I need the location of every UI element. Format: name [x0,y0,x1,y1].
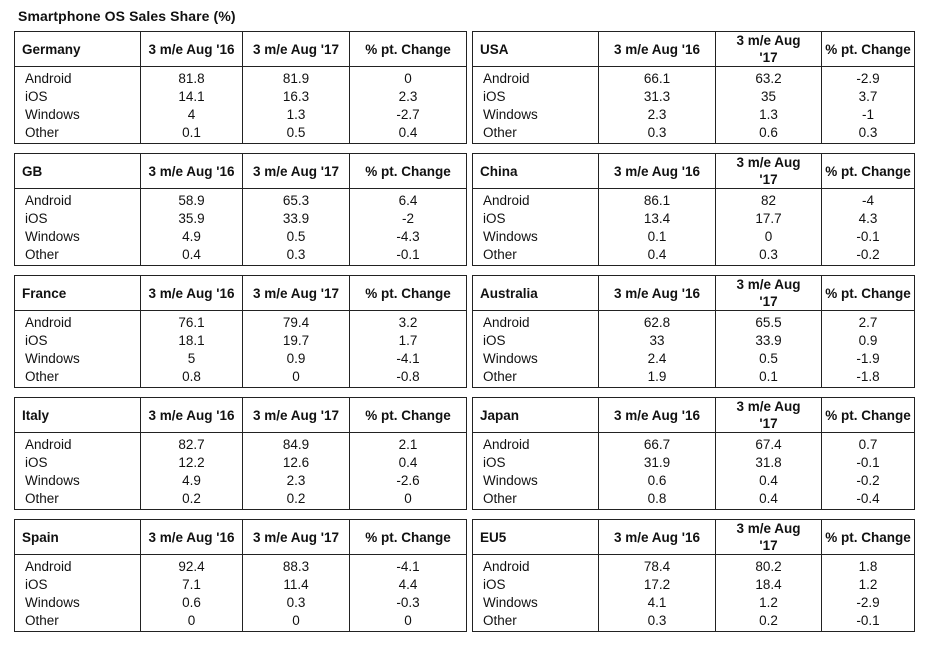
os-label: Windows [15,594,141,612]
os-label: Other [473,368,599,388]
value-cell: -0.2 [822,246,915,266]
os-label: Windows [15,350,141,368]
value-cell: 4.3 [822,210,915,228]
os-label: iOS [473,332,599,350]
table-row [473,106,915,124]
value-cell: 0.8 [599,490,716,510]
os-label: Other [15,124,141,144]
os-label: Android [15,311,141,333]
country-name: France [15,276,141,311]
value-cell: 1.3 [716,106,822,124]
value-cell: 2.3 [243,472,350,490]
os-share-table [472,153,915,266]
value-cell: 4.4 [350,576,467,594]
value-cell: 18.4 [716,576,822,594]
table-header-row [473,154,915,189]
value-cell: 4.1 [599,594,716,612]
os-label: iOS [473,88,599,106]
page-title: Smartphone OS Sales Share (%) [18,8,236,24]
table-row [473,210,915,228]
value-cell: 33 [599,332,716,350]
value-cell: 66.7 [599,433,716,455]
country-name: Australia [473,276,599,311]
table-row [473,594,915,612]
table-row [473,472,915,490]
value-cell: -2.9 [822,67,915,89]
table-header-row [15,154,467,189]
os-label: Android [473,189,599,211]
column-header: % pt. Change [822,276,915,311]
table-panel-germany [14,31,466,144]
value-cell: 0.6 [141,594,243,612]
os-label: iOS [473,454,599,472]
table-panel-eu5 [472,519,914,632]
value-cell: 0.3 [243,594,350,612]
value-cell: 3.2 [350,311,467,333]
value-cell: 19.7 [243,332,350,350]
value-cell: 0 [350,612,467,632]
table-row [473,228,915,246]
value-cell: -0.1 [350,246,467,266]
os-label: Windows [473,228,599,246]
table-panel-france [14,275,466,388]
os-share-table [14,153,467,266]
os-label: Android [473,555,599,577]
os-label: Android [15,189,141,211]
value-cell: 1.2 [716,594,822,612]
value-cell: 1.7 [350,332,467,350]
value-cell: 0 [243,612,350,632]
os-label: iOS [15,88,141,106]
column-header: 3 m/e Aug '17 [716,398,822,433]
os-label: Other [15,490,141,510]
value-cell: -4.3 [350,228,467,246]
value-cell: 0.2 [243,490,350,510]
value-cell: 35 [716,88,822,106]
value-cell: 0.6 [599,472,716,490]
os-share-table [472,519,915,632]
value-cell: 0.4 [350,124,467,144]
country-name: GB [15,154,141,189]
table-row [473,433,915,455]
value-cell: 14.1 [141,88,243,106]
column-header: 3 m/e Aug '16 [599,520,716,555]
value-cell: 2.3 [350,88,467,106]
value-cell: -4 [822,189,915,211]
os-label: iOS [473,576,599,594]
value-cell: -2.7 [350,106,467,124]
column-header: 3 m/e Aug '16 [141,32,243,67]
table-panel-japan [472,397,914,510]
table-panel-australia [472,275,914,388]
table-header-row [15,520,467,555]
column-header: 3 m/e Aug '17 [243,398,350,433]
value-cell: 0 [716,228,822,246]
os-label: Android [15,433,141,455]
column-header: % pt. Change [350,154,467,189]
column-header: 3 m/e Aug '17 [243,520,350,555]
value-cell: 0.3 [599,612,716,632]
value-cell: 35.9 [141,210,243,228]
value-cell: 0.1 [716,368,822,388]
value-cell: 80.2 [716,555,822,577]
value-cell: 0.4 [716,472,822,490]
table-row [15,106,467,124]
value-cell: 0 [243,368,350,388]
column-header: % pt. Change [350,398,467,433]
table-row [15,490,467,510]
column-header: 3 m/e Aug '17 [243,32,350,67]
country-name: Spain [15,520,141,555]
value-cell: 13.4 [599,210,716,228]
table-header-row [15,32,467,67]
column-header: 3 m/e Aug '16 [599,154,716,189]
column-header: % pt. Change [822,398,915,433]
value-cell: 0.1 [141,124,243,144]
os-label: Other [473,490,599,510]
value-cell: 0.9 [822,332,915,350]
value-cell: 79.4 [243,311,350,333]
column-header: 3 m/e Aug '16 [599,398,716,433]
column-header: 3 m/e Aug '17 [243,276,350,311]
value-cell: 0 [350,490,467,510]
value-cell: 12.2 [141,454,243,472]
table-row [15,246,467,266]
value-cell: 78.4 [599,555,716,577]
os-label: Other [473,246,599,266]
table-header-row [473,32,915,67]
column-header: 3 m/e Aug '16 [141,520,243,555]
table-row [473,454,915,472]
value-cell: 2.7 [822,311,915,333]
os-share-table [472,31,915,144]
value-cell: -2 [350,210,467,228]
table-panel-gb [14,153,466,266]
table-row [15,594,467,612]
table-row [15,472,467,490]
os-label: Other [15,246,141,266]
value-cell: 0.2 [141,490,243,510]
table-row [473,576,915,594]
table-row [15,88,467,106]
value-cell: 17.7 [716,210,822,228]
table-header-row [473,520,915,555]
table-header-row [15,398,467,433]
value-cell: 65.3 [243,189,350,211]
os-label: Other [473,612,599,632]
value-cell: 11.4 [243,576,350,594]
table-row [473,88,915,106]
country-name: Germany [15,32,141,67]
value-cell: 3.7 [822,88,915,106]
value-cell: 0.7 [822,433,915,455]
value-cell: 5 [141,350,243,368]
value-cell: 16.3 [243,88,350,106]
value-cell: 4 [141,106,243,124]
value-cell: 1.2 [822,576,915,594]
os-label: Windows [15,228,141,246]
value-cell: 0.8 [141,368,243,388]
value-cell: 76.1 [141,311,243,333]
table-row [15,124,467,144]
value-cell: -0.4 [822,490,915,510]
os-label: Android [15,67,141,89]
value-cell: 33.9 [716,332,822,350]
table-row [473,124,915,144]
column-header: % pt. Change [822,520,915,555]
value-cell: 0.3 [243,246,350,266]
table-panel-spain [14,519,466,632]
table-row [15,67,467,89]
table-header-row [473,398,915,433]
table-row [473,350,915,368]
table-row [15,612,467,632]
value-cell: 0 [141,612,243,632]
value-cell: 0.5 [243,228,350,246]
value-cell: 0.5 [243,124,350,144]
value-cell: 0.2 [716,612,822,632]
value-cell: 88.3 [243,555,350,577]
column-header: % pt. Change [350,520,467,555]
table-row [473,368,915,388]
value-cell: 6.4 [350,189,467,211]
value-cell: 81.8 [141,67,243,89]
value-cell: -1.8 [822,368,915,388]
table-row [15,368,467,388]
value-cell: 17.2 [599,576,716,594]
os-label: iOS [15,454,141,472]
table-row [473,67,915,89]
value-cell: 2.4 [599,350,716,368]
value-cell: 58.9 [141,189,243,211]
os-share-table [14,31,467,144]
os-label: Other [473,124,599,144]
value-cell: 12.6 [243,454,350,472]
table-row [15,189,467,211]
table-row [15,576,467,594]
value-cell: 4.9 [141,228,243,246]
os-label: Other [15,612,141,632]
value-cell: 0.6 [716,124,822,144]
os-label: Windows [15,472,141,490]
value-cell: 0.4 [599,246,716,266]
value-cell: 0.4 [716,490,822,510]
value-cell: -2.6 [350,472,467,490]
table-row [15,332,467,350]
os-share-table [472,397,915,510]
os-label: Windows [473,106,599,124]
value-cell: 31.3 [599,88,716,106]
value-cell: 2.1 [350,433,467,455]
column-header: % pt. Change [822,154,915,189]
os-label: iOS [15,332,141,350]
value-cell: 0.4 [350,454,467,472]
value-cell: 0 [350,67,467,89]
value-cell: 33.9 [243,210,350,228]
os-label: iOS [15,576,141,594]
column-header: 3 m/e Aug '17 [716,520,822,555]
table-row [15,350,467,368]
column-header: 3 m/e Aug '17 [716,154,822,189]
value-cell: 86.1 [599,189,716,211]
value-cell: 81.9 [243,67,350,89]
country-name: Italy [15,398,141,433]
table-panel-usa [472,31,914,144]
os-label: Other [15,368,141,388]
value-cell: 4.9 [141,472,243,490]
value-cell: 65.5 [716,311,822,333]
value-cell: 66.1 [599,67,716,89]
table-row [473,612,915,632]
value-cell: -4.1 [350,350,467,368]
value-cell: 1.3 [243,106,350,124]
value-cell: -1.9 [822,350,915,368]
os-share-table [14,519,467,632]
column-header: % pt. Change [350,32,467,67]
value-cell: -0.1 [822,228,915,246]
column-header: 3 m/e Aug '17 [716,276,822,311]
value-cell: -0.2 [822,472,915,490]
os-label: iOS [473,210,599,228]
table-row [473,555,915,577]
value-cell: 82.7 [141,433,243,455]
value-cell: 0.9 [243,350,350,368]
value-cell: 1.8 [822,555,915,577]
table-row [473,311,915,333]
table-row [473,332,915,350]
table-row [15,433,467,455]
column-header: 3 m/e Aug '17 [716,32,822,67]
os-share-table [14,397,467,510]
value-cell: -0.8 [350,368,467,388]
value-cell: 7.1 [141,576,243,594]
country-name: China [473,154,599,189]
os-label: Windows [473,350,599,368]
os-label: Android [473,311,599,333]
os-share-table [472,275,915,388]
value-cell: 0.5 [716,350,822,368]
table-row [15,555,467,577]
column-header: 3 m/e Aug '16 [141,276,243,311]
value-cell: 0.3 [822,124,915,144]
column-header: 3 m/e Aug '16 [599,276,716,311]
value-cell: 31.9 [599,454,716,472]
column-header: 3 m/e Aug '16 [599,32,716,67]
os-share-table [14,275,467,388]
table-row [473,189,915,211]
table-row [15,454,467,472]
value-cell: 0.4 [141,246,243,266]
value-cell: 82 [716,189,822,211]
table-row [15,228,467,246]
value-cell: 0.3 [599,124,716,144]
table-row [473,246,915,266]
table-row [15,311,467,333]
value-cell: 1.9 [599,368,716,388]
table-panel-italy [14,397,466,510]
os-label: Windows [473,594,599,612]
column-header: % pt. Change [822,32,915,67]
country-name: Japan [473,398,599,433]
os-label: Windows [473,472,599,490]
country-name: EU5 [473,520,599,555]
table-header-row [15,276,467,311]
value-cell: -1 [822,106,915,124]
os-label: Windows [15,106,141,124]
os-label: Android [15,555,141,577]
table-row [15,210,467,228]
value-cell: -2.9 [822,594,915,612]
country-name: USA [473,32,599,67]
value-cell: 2.3 [599,106,716,124]
value-cell: -0.1 [822,612,915,632]
column-header: 3 m/e Aug '16 [141,398,243,433]
value-cell: -4.1 [350,555,467,577]
column-header: 3 m/e Aug '17 [243,154,350,189]
table-row [473,490,915,510]
value-cell: -0.3 [350,594,467,612]
table-panel-china [472,153,914,266]
value-cell: 63.2 [716,67,822,89]
value-cell: 18.1 [141,332,243,350]
value-cell: 84.9 [243,433,350,455]
table-header-row [473,276,915,311]
value-cell: 92.4 [141,555,243,577]
value-cell: 0.1 [599,228,716,246]
value-cell: 0.3 [716,246,822,266]
value-cell: 67.4 [716,433,822,455]
column-header: % pt. Change [350,276,467,311]
value-cell: -0.1 [822,454,915,472]
value-cell: 31.8 [716,454,822,472]
os-label: iOS [15,210,141,228]
column-header: 3 m/e Aug '16 [141,154,243,189]
os-label: Android [473,433,599,455]
value-cell: 62.8 [599,311,716,333]
os-label: Android [473,67,599,89]
